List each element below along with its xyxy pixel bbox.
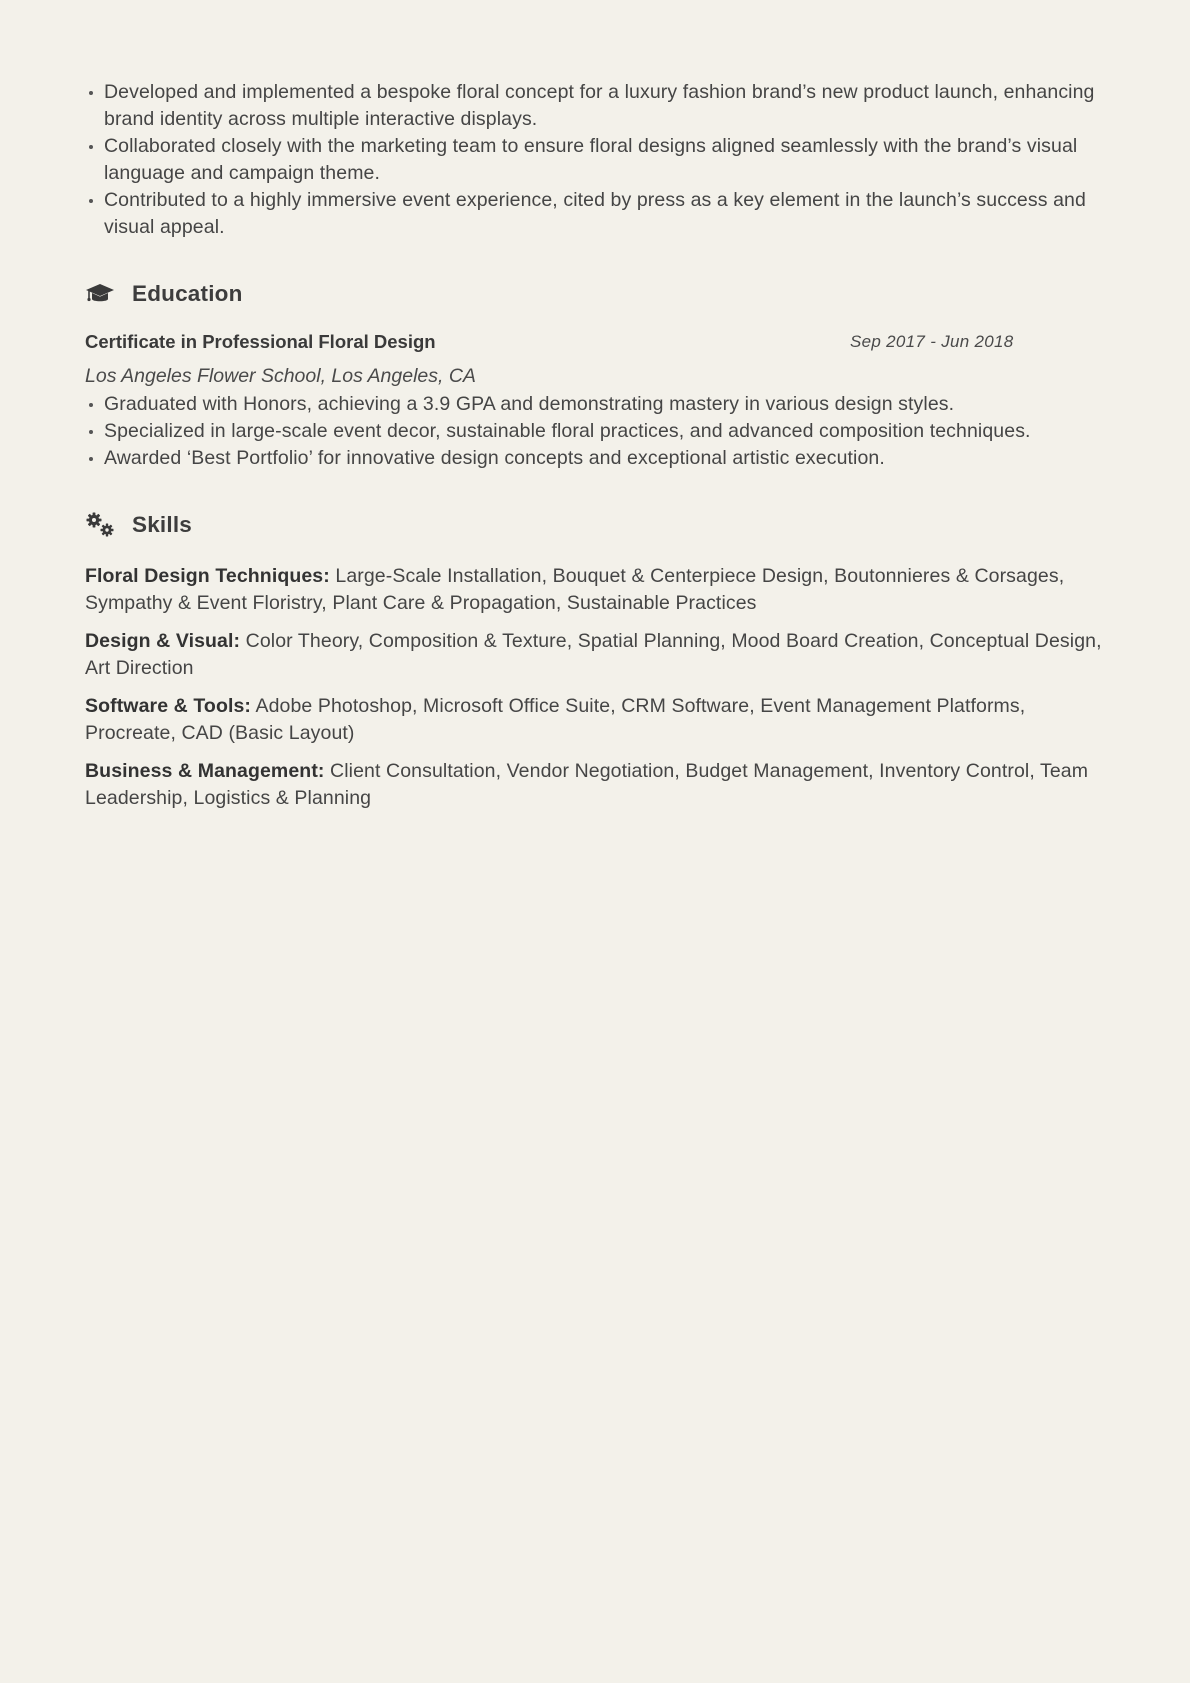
experience-bullet: Collaborated closely with the marketing team to ensure floral designs aligned seamlessly with the brand’s visual language and campaign theme. bbox=[104, 133, 1104, 187]
skill-label: Software & Tools: bbox=[85, 695, 252, 717]
skill-row bbox=[85, 758, 1105, 812]
education-entry-header bbox=[85, 331, 1105, 357]
education-school: Los Angeles Flower School, Los Angeles, CA bbox=[85, 365, 476, 387]
education-bullet-list bbox=[85, 391, 1105, 472]
skill-row bbox=[85, 693, 1105, 747]
experience-bullet: Developed and implemented a bespoke floral concept for a luxury fashion brand’s new product launch, enhancing brand identity across multiple interactive displays. bbox=[104, 79, 1104, 133]
skill-value: Color Theory, Composition & Texture, Spatial Planning, Mood Board Creation, Conceptual Design, Art Direction bbox=[85, 630, 1102, 679]
education-heading: Education bbox=[132, 281, 243, 306]
skills-section-header bbox=[85, 510, 1105, 540]
skill-value: Large-Scale Installation, Bouquet & Centerpiece Design, Boutonnieres & Corsages, Sympathy & Event Floristry, Plant Care & Propagation, Sustainable Practices bbox=[85, 565, 1065, 614]
education-dates: Sep 2017 - Jun 2018 bbox=[850, 332, 1014, 351]
skill-label: Floral Design Techniques: bbox=[85, 565, 330, 587]
skill-value: Client Consultation, Vendor Negotiation, Budget Management, Inventory Control, Team Leadership, Logistics & Planning bbox=[85, 760, 1089, 809]
skill-label: Design & Visual: bbox=[85, 630, 241, 652]
skill-row bbox=[85, 563, 1105, 617]
education-bullet: Graduated with Honors, achieving a 3.9 GPA and demonstrating mastery in various design styles. bbox=[104, 391, 1105, 418]
skill-row bbox=[85, 628, 1105, 682]
education-bullet: Specialized in large-scale event decor, sustainable floral practices, and advanced composition techniques. bbox=[104, 418, 1105, 445]
education-section-header bbox=[85, 279, 1105, 309]
gears-icon bbox=[85, 510, 115, 540]
experience-bullet: Contributed to a highly immersive event experience, cited by press as a key element in the launch’s success and visual appeal. bbox=[104, 187, 1104, 241]
education-bullet: Awarded ‘Best Portfolio’ for innovative design concepts and exceptional artistic execution. bbox=[104, 445, 1105, 472]
graduation-cap-icon bbox=[85, 279, 115, 309]
experience-bullet-list bbox=[85, 79, 1104, 241]
education-degree: Certificate in Professional Floral Design bbox=[85, 331, 436, 352]
skill-value: Adobe Photoshop, Microsoft Office Suite, CRM Software, Event Management Platforms, Procreate, CAD (Basic Layout) bbox=[85, 695, 1026, 744]
skills-list bbox=[85, 563, 1105, 812]
skill-label: Business & Management: bbox=[85, 760, 325, 782]
skills-heading: Skills bbox=[132, 512, 192, 537]
